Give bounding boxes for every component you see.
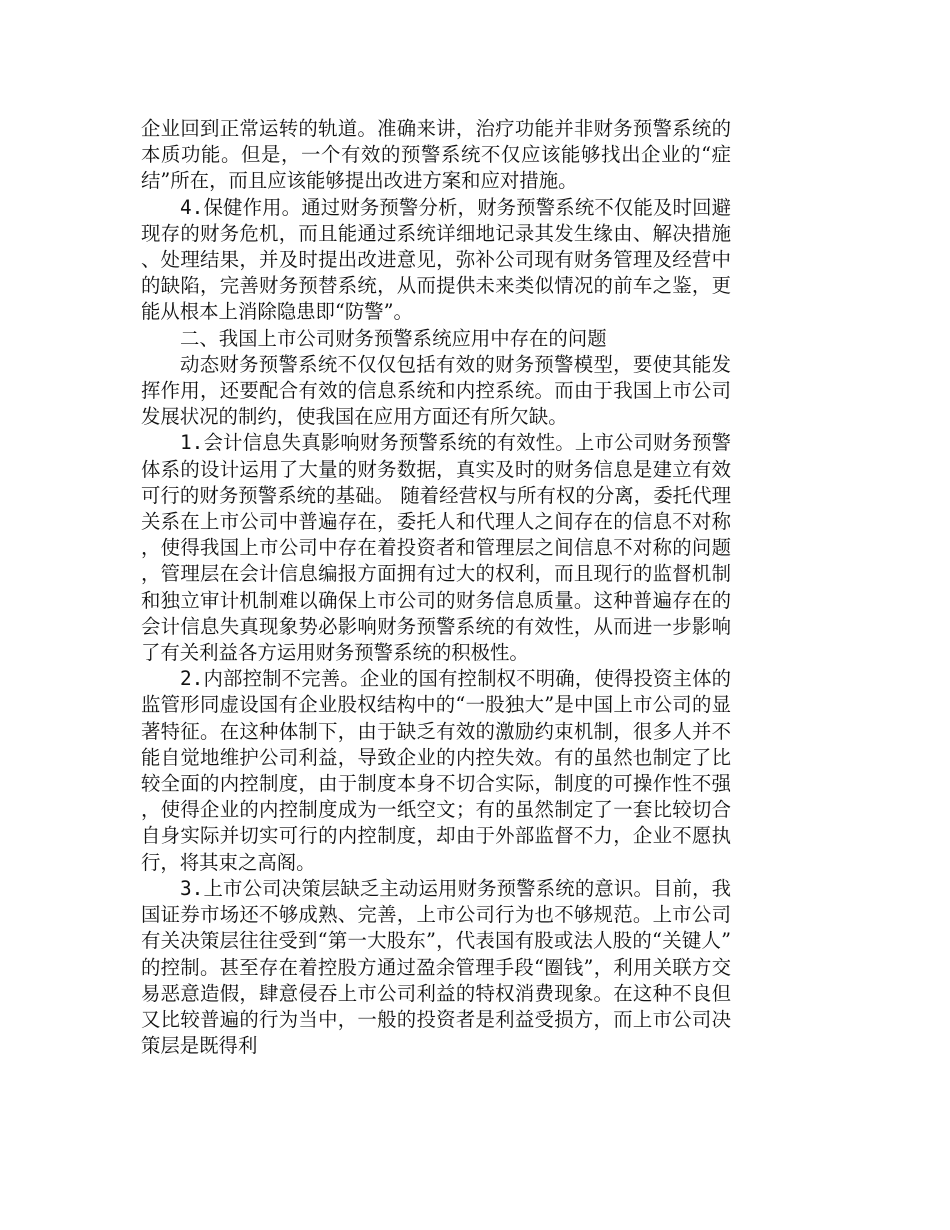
heading-text: 二、我国上市公司财务预警系统应用中存在的问题 — [180, 326, 607, 350]
paragraph-text: 保健作用。通过财务预警分析，财务预警系统不仅能及时回避现存的财务危机，而且能通过系统详细地记录其发生缘由、解决措施、处理结果，并及时提出改进意见，弥补公司现有财务管理及经营中的缺陷，完善财务预替系统，从而提供未来类似情况的前车之鉴，更能从根本上消除隐患即“防警”。 — [141, 195, 731, 324]
paragraph-point-1 — [141, 430, 731, 666]
paragraph-text: 动态财务预警系统不仅仅包括有效的财务预警模型，要使其能发挥作用，还要配合有效的信息系统和内控系统。而由于我国上市公司发展状况的制约，使我国在应用方面还有所欠缺。 — [141, 352, 731, 429]
point-number: 3. — [180, 876, 204, 900]
paragraph-continuation — [141, 116, 731, 195]
paragraph-intro — [141, 352, 731, 431]
paragraph-point-3 — [141, 876, 731, 1059]
paragraph-text: 上市公司决策层缺乏主动运用财务预警系统的意识。目前，我国证券市场还不够成熟、完善，上市公司行为也不够规范。上市公司有关决策层往往受到“第一大股东”，代表国有股或法人股的“关键人”的控制。甚至存在着控股方通过盈余管理手段“圈钱”，利用关联方交易恶意造假，肆意侵吞上市公司利益的特权消费现象。在这种不良但又比较普遍的行为当中，一般的投资者是利益受损方，而上市公司决策层是既得利 — [141, 876, 731, 1058]
point-number: 2. — [180, 667, 204, 691]
paragraph-text: 企业回到正常运转的轨道。准确来讲，治疗功能并非财务预警系统的本质功能。但是，一个有效的预警系统不仅应该能够找出企业的“症结”所在，而且应该能够提出改进方案和应对措施。 — [141, 117, 731, 193]
paragraph-text: 会计信息失真影响财务预警系统的有效性。上市公司财务预警体系的设计运用了大量的财务数据，真实及时的财务信息是建立有效可行的财务预警系统的基础。 随着经营权与所有权的分离，委托代理关系在上市公司中普遍存在，委托人和代理人之间存在的信息不对称，使得我国上市公司中存在着投资者和管理层之间信息不对称的问题，管理层在会计信息编报方面拥有过大的权利，而且现行的监督机制和独立审计机制难以确保上市公司的财务信息质量。这种普遍存在的会计信息失真现象势必影响财务预警系统的有效性，从而进一步影响了有关利益各方运用财务预警系统的积极性。 — [141, 431, 731, 665]
point-number: 4. — [180, 195, 204, 219]
paragraph-text: 内部控制不完善。企业的国有控制权不明确，使得投资主体的监管形同虚设国有企业股权结构中的“一股独大”是中国上市公司的显著特征。在这种体制下，由于缺乏有效的激励约束机制，很多人并不能自觉地维护公司利益，导致企业的内控失效。有的虽然也制定了比较全面的内控制度，由于制度本身不切合实际，制度的可操作性不强，使得企业的内控制度成为一纸空文；有的虽然制定了一套比较切合自身实际并切实可行的内控制度，却由于外部监督不力，企业不愿执行，将其束之高阁。 — [141, 667, 731, 874]
point-number: 1. — [180, 431, 204, 455]
document-body — [141, 116, 731, 1059]
paragraph-point-4 — [141, 195, 731, 326]
paragraph-point-2 — [141, 666, 731, 876]
section-heading — [141, 326, 731, 352]
